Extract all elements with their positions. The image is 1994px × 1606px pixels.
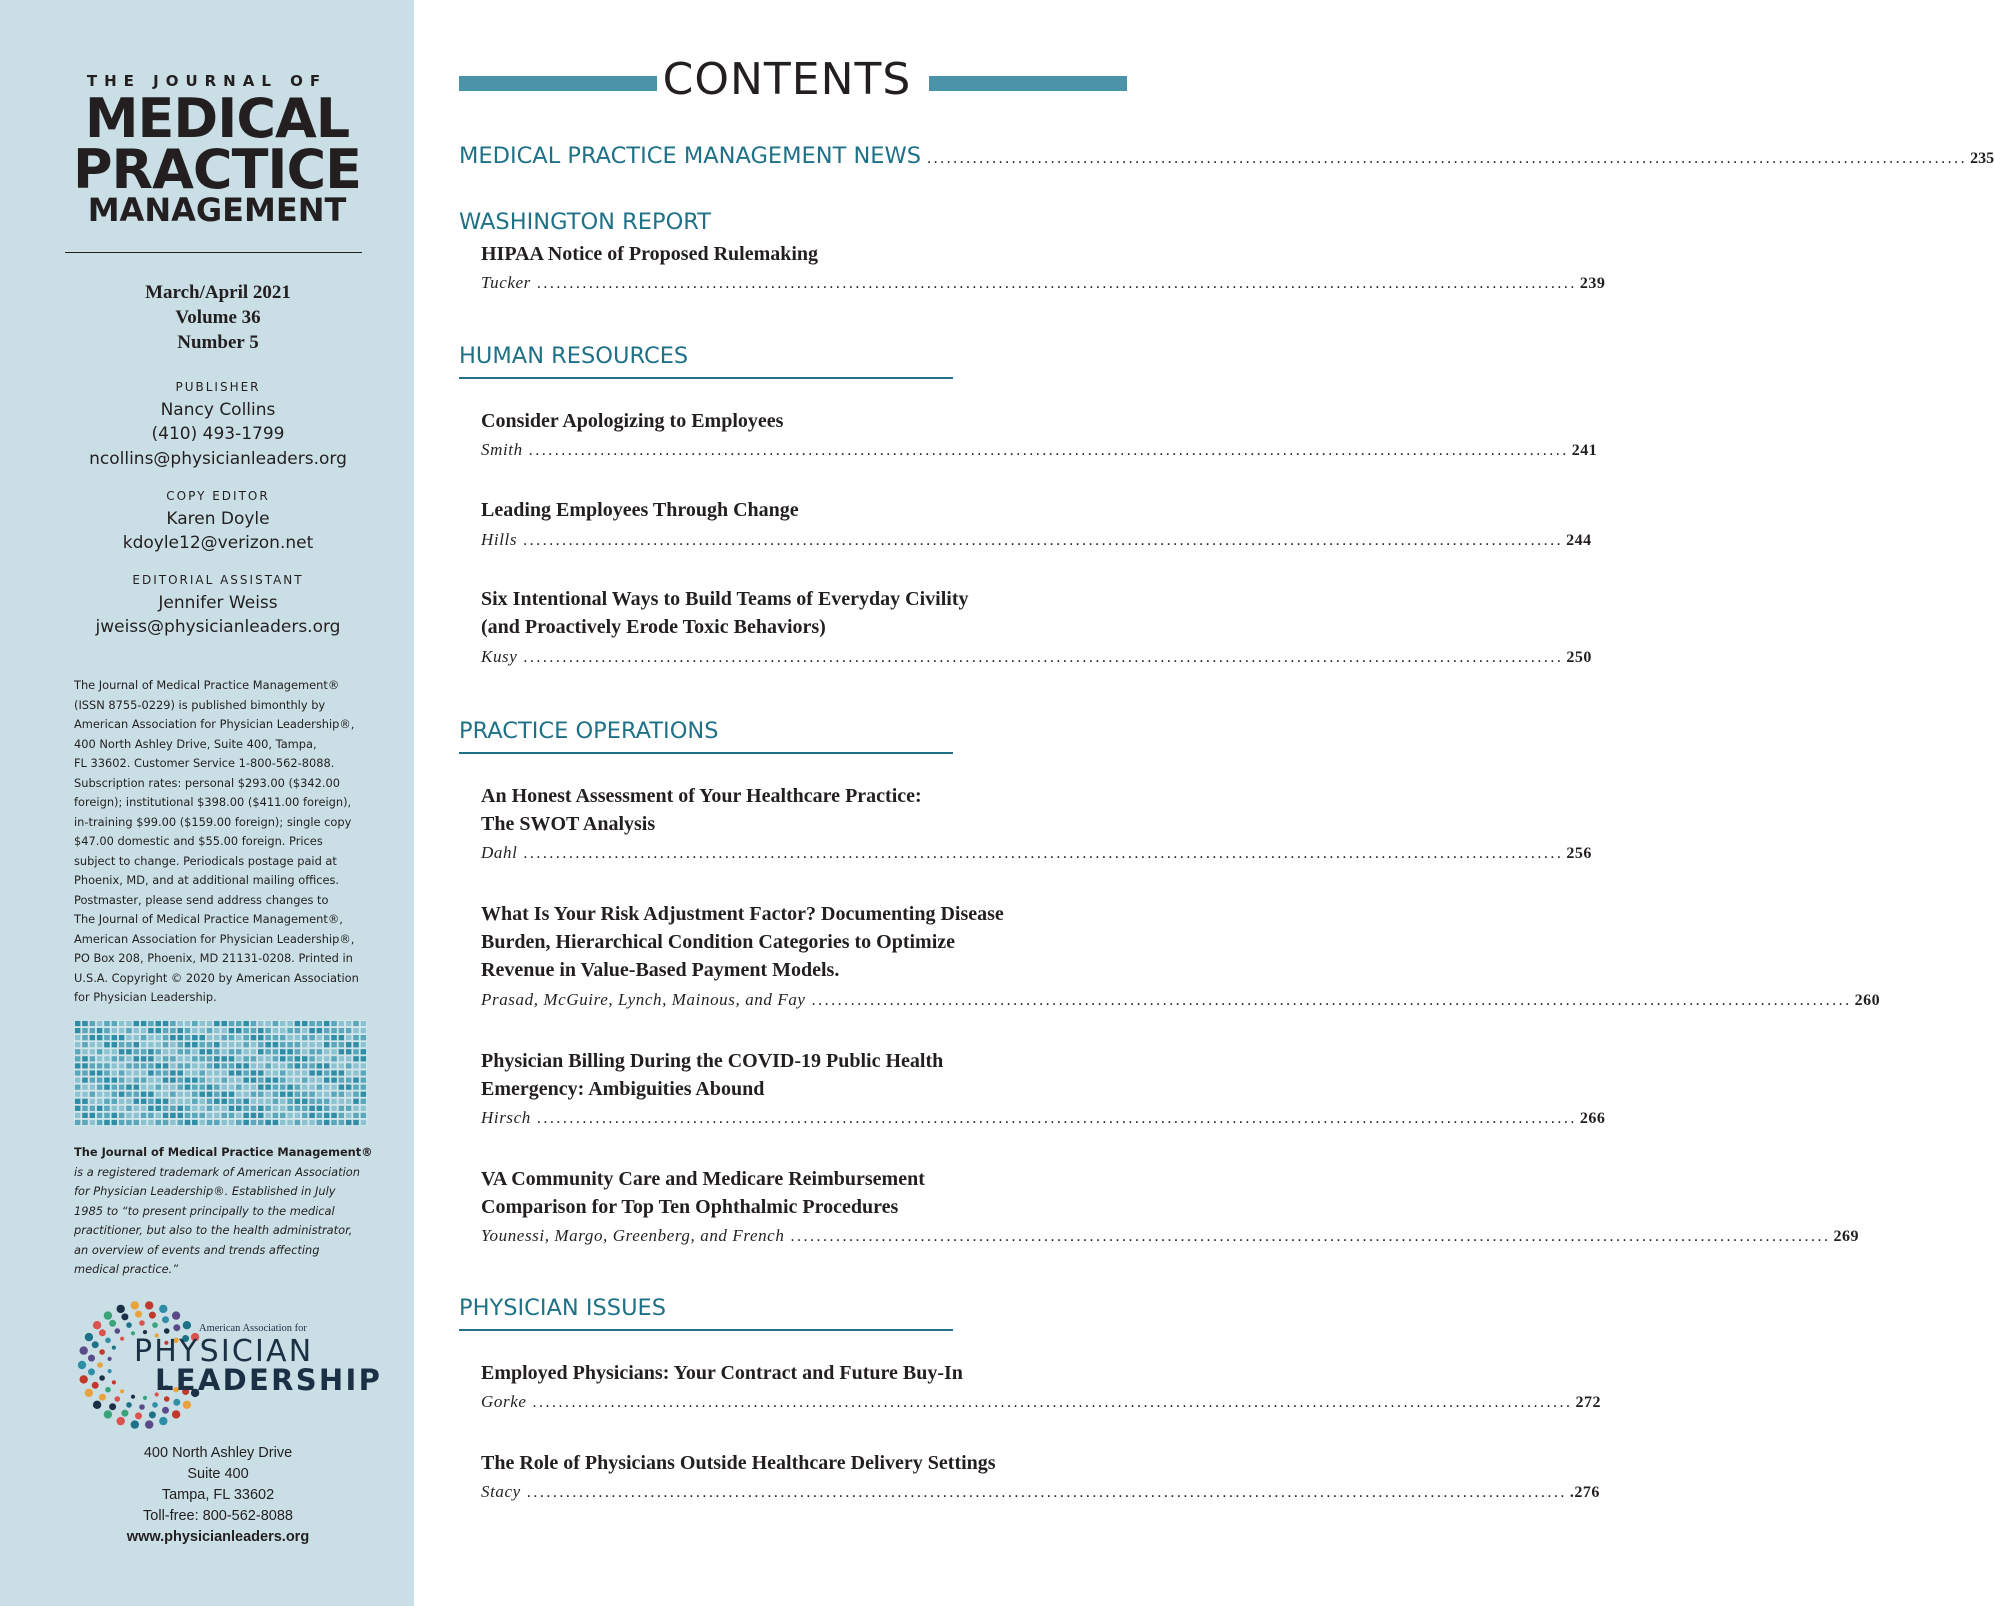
fineprint-line: Subscription rates: personal $293.00 ($342.00 [74, 775, 341, 790]
address-suite: Suite 400 [187, 1466, 249, 1482]
fineprint-line: American Association for Physician Leadership®, [74, 717, 355, 731]
page-number: 256 [1566, 845, 1592, 862]
trademark-statement [74, 1165, 360, 1277]
article-title: The Role of Physicians Outside Healthcare Delivery Settings [481, 1452, 996, 1474]
leader-dots: ................................................................................................................................................................ [790, 1228, 1831, 1245]
fineprint-line: PO Box 208, Phoenix, MD 21131-0208. Printed in [74, 951, 353, 965]
article-title-line: An Honest Assessment of Your Healthcare Practice: [481, 785, 922, 807]
page-number: .276 [1569, 1484, 1600, 1501]
journal-title-line2: PRACTICE [72, 138, 362, 201]
decorative-grid-pattern [74, 1020, 367, 1126]
article-author: Gorke [481, 1392, 527, 1411]
article-byline [481, 1392, 1601, 1416]
trademark-line: medical practice.” [74, 1262, 179, 1276]
article-title-line: What Is Your Risk Adjustment Factor? Documenting Disease [481, 903, 1004, 925]
logo-physician-text: PHYSICIAN [134, 1334, 314, 1369]
issue-number: Number 5 [177, 332, 259, 353]
news-section-title: MEDICAL PRACTICE MANAGEMENT NEWS [459, 143, 922, 169]
article-title [481, 1047, 1121, 1103]
masthead-sidebar [0, 0, 414, 1606]
article-title-line: VA Community Care and Medicare Reimbursement [481, 1168, 925, 1190]
article-author: Hirsch [481, 1108, 531, 1127]
article-byline [481, 440, 1598, 464]
fineprint-line: FL 33602. Customer Service 1-800-562-8088. [74, 756, 335, 770]
publisher-email[interactable]: ncollins@physicianleaders.org [89, 449, 347, 469]
tollfree-number: Toll-free: 800-562-8088 [143, 1508, 293, 1524]
article-title-line: Revenue in Value-Based Payment Models. [481, 959, 840, 981]
address-street: 400 North Ashley Drive [143, 1445, 293, 1461]
editorial-assistant-email[interactable]: jweiss@physicianleaders.org [95, 617, 341, 637]
trademark-journal-name: The Journal of Medical Practice Management® [74, 1145, 373, 1159]
fineprint-line: in-training $99.00 ($159.00 foreign); single copy [74, 814, 352, 829]
publisher-phone: (410) 493-1799 [151, 424, 285, 444]
fineprint-line: U.S.A. Copyright © 2020 by American Association [74, 970, 359, 985]
leader-dots: ................................................................................................................................................................ [811, 992, 1852, 1009]
toc-entry-news[interactable] [459, 143, 1994, 175]
page-number: 266 [1579, 1110, 1606, 1127]
fineprint-line: foreign); institutional $398.00 ($411.00 foreign), [74, 795, 352, 809]
section-rule [459, 752, 953, 754]
article-title: HIPAA Notice of Proposed Rulemaking [481, 243, 819, 265]
article-title [481, 900, 1121, 984]
fineprint-line: The Journal of Medical Practice Management® [74, 678, 340, 692]
publisher-label: PUBLISHER [175, 380, 261, 394]
issue-volume: Volume 36 [175, 307, 261, 328]
section-heading-practice-operations: PRACTICE OPERATIONS [459, 718, 719, 744]
article-title: Employed Physicians: Your Contract and Future Buy-In [481, 1362, 963, 1384]
section-heading-washington: WASHINGTON REPORT [459, 209, 712, 235]
article-author: Younessi, Margo, Greenberg, and French [481, 1226, 785, 1245]
article-title-line: Comparison for Top Ten Ophthalmic Procedures [481, 1196, 899, 1218]
logo-tagline: American Association for [199, 1323, 307, 1334]
trademark-notice [74, 1143, 374, 1280]
article-title [481, 782, 1121, 838]
article-author: Stacy [481, 1482, 521, 1501]
fineprint-line: 400 North Ashley Drive, Suite 400, Tampa, [74, 736, 317, 751]
fineprint-line: The Journal of Medical Practice Management®, [74, 912, 343, 926]
page-number: 244 [1566, 532, 1592, 549]
fineprint-line: Phoenix, MD, and at additional mailing offices. [74, 873, 340, 887]
page-number: 235 [1970, 150, 1994, 167]
contents-title: CONTENTS [662, 54, 912, 105]
article-title [481, 585, 1121, 641]
editorial-assistant-name: Jennifer Weiss [158, 593, 278, 613]
article-author: Tucker [481, 273, 531, 292]
journal-title-line3: MANAGEMENT [87, 191, 347, 229]
masthead-divider [65, 252, 362, 253]
article-byline [481, 647, 1592, 671]
article-title: Consider Apologizing to Employees [481, 410, 784, 432]
issue-date: March/April 2021 [145, 282, 291, 303]
article-author: Kusy [481, 647, 518, 666]
copy-editor-label: COPY EDITOR [166, 489, 270, 503]
trademark-line: an overview of events and trends affecting [74, 1242, 320, 1257]
article-title-line: Six Intentional Ways to Build Teams of Everyday Civility [481, 588, 969, 610]
journal-title-line1: MEDICAL [84, 87, 350, 150]
article-author: Prasad, McGuire, Lynch, Mainous, and Fay [481, 990, 806, 1009]
copy-editor-name: Karen Doyle [166, 509, 270, 529]
page-number: 250 [1566, 649, 1592, 666]
fineprint-line: Postmaster, please send address changes to [74, 892, 329, 907]
article-byline [481, 1108, 1606, 1132]
article-title: Leading Employees Through Change [481, 499, 799, 521]
page-number: 260 [1854, 992, 1881, 1009]
address-city: Tampa, FL 33602 [161, 1487, 275, 1503]
article-author: Smith [481, 440, 523, 459]
logo-leadership-text: LEADERSHIP [155, 1363, 383, 1397]
section-rule [459, 1329, 953, 1331]
article-author: Dahl [481, 843, 518, 862]
article-byline [481, 843, 1592, 867]
fineprint-line: for Physician Leadership. [74, 990, 217, 1004]
article-title-line: (and Proactively Erode Toxic Behaviors) [481, 616, 826, 638]
leader-dots: ................................................................................................................................................................ [536, 1110, 1577, 1127]
article-byline [481, 990, 1881, 1014]
publisher-name: Nancy Collins [160, 400, 276, 420]
article-author: Hills [481, 530, 518, 549]
editorial-assistant-label: EDITORIAL ASSISTANT [132, 573, 304, 587]
fineprint-line: $47.00 domestic and $55.00 foreign. Prices [74, 834, 323, 848]
leader-dots: ................................................................................................................................................................ [532, 1394, 1573, 1411]
website-link[interactable]: www.physicianleaders.org [126, 1529, 310, 1545]
leader-dots: ................................................................................................................................................................ [523, 845, 1564, 862]
section-heading-human-resources: HUMAN RESOURCES [459, 343, 689, 369]
leader-dots: ................................................................................................................................................................ [523, 532, 1564, 549]
article-byline [481, 273, 1606, 297]
trademark-line: for Physician Leadership®. Established in July [74, 1184, 336, 1198]
section-heading-physician-issues: PHYSICIAN ISSUES [459, 1295, 667, 1321]
leader-dots: ................................................................................................................................................................ [523, 649, 1564, 666]
page-number: 269 [1833, 1228, 1859, 1245]
article-byline [481, 1226, 1859, 1250]
article-title [481, 1165, 1121, 1221]
fineprint-line: subject to change. Periodicals postage paid at [74, 853, 337, 868]
leader-dots: ................................................................................................................................................................ [526, 1484, 1567, 1501]
leader-dots: ................................................................................................................................................................ [927, 150, 1968, 167]
article-byline [481, 530, 1592, 554]
trademark-line: 1985 to “to present principally to the medical [74, 1203, 335, 1218]
fineprint-line: American Association for Physician Leadership®, [74, 931, 355, 946]
article-title-line: The SWOT Analysis [481, 813, 656, 835]
article-title-line: Physician Billing During the COVID-19 Public Health [481, 1050, 944, 1072]
article-byline [481, 1482, 1600, 1506]
journal-title-prefix: THE JOURNAL OF [86, 72, 328, 90]
trademark-line: is a registered trademark of American Association [74, 1164, 360, 1179]
article-title-line: Emergency: Ambiguities Abound [481, 1078, 765, 1100]
trademark-line: practitioner, but also to the health administrator, [74, 1223, 353, 1237]
section-rule [459, 377, 953, 379]
leader-dots: ................................................................................................................................................................ [536, 275, 1577, 292]
contents-bar-left [459, 76, 657, 91]
article-title-line: Burden, Hierarchical Condition Categories to Optimize [481, 931, 956, 953]
fineprint-line: (ISSN 8755-0229) is published bimonthly by [74, 697, 326, 712]
leader-dots: ................................................................................................................................................................ [528, 442, 1569, 459]
page-number: 272 [1575, 1394, 1601, 1411]
publication-fineprint [74, 676, 372, 1008]
page-number: 239 [1579, 275, 1606, 292]
contents-bar-right [929, 76, 1127, 91]
page-number: 241 [1571, 442, 1598, 459]
copy-editor-email[interactable]: kdoyle12@verizon.net [122, 533, 314, 553]
